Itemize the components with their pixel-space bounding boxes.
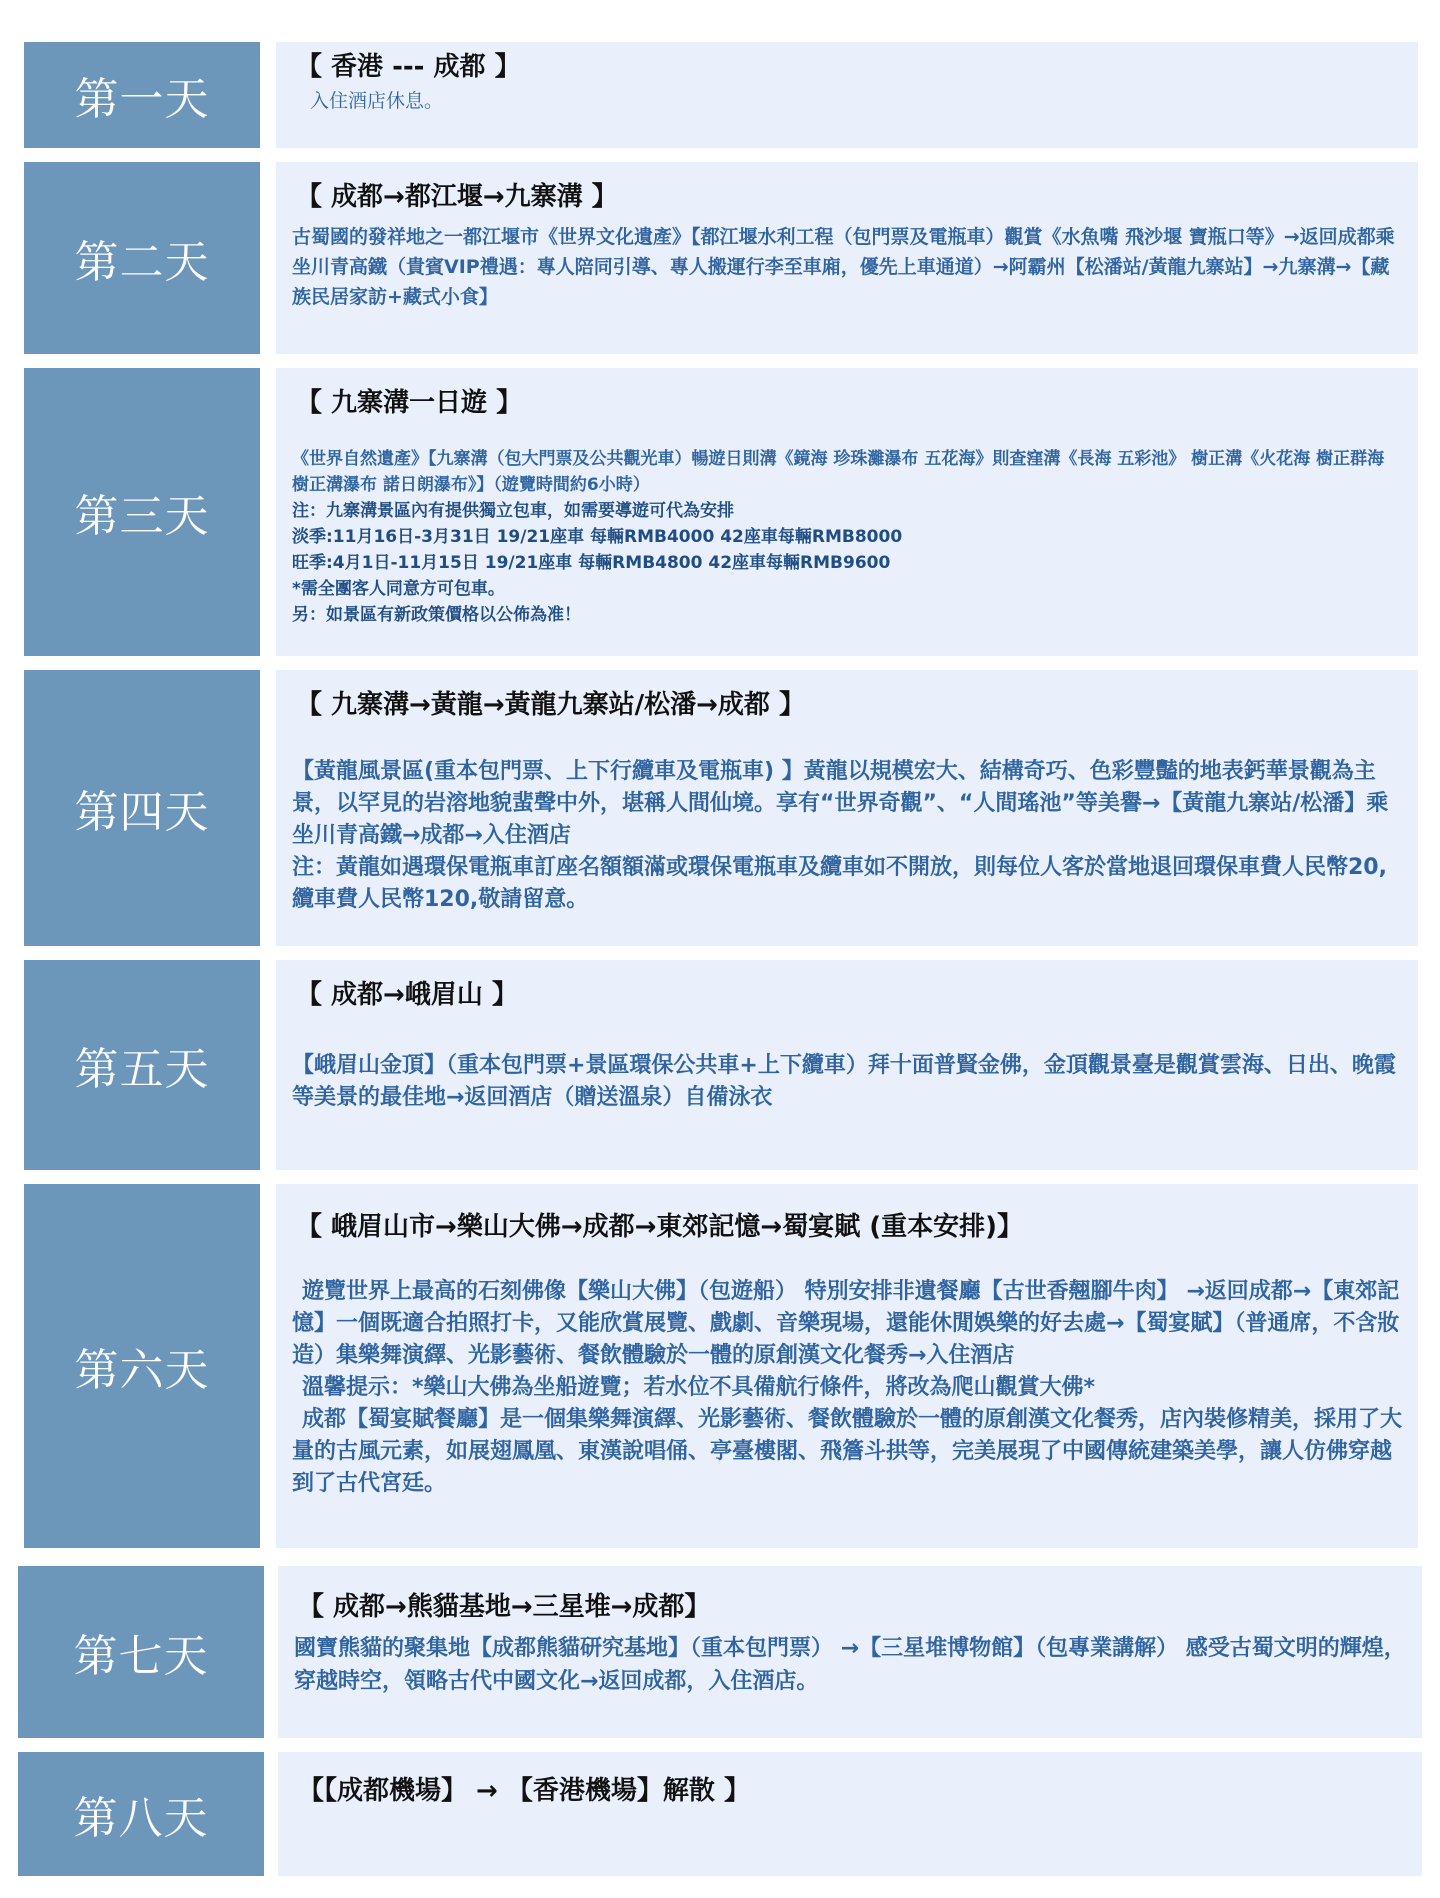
day-4-label: 第四天 [24,670,260,946]
day-6-description [292,1276,1404,1500]
day-7-title: 【 成都→熊貓基地→三星堆→成都】 [298,1592,711,1622]
day-3-line: 淡季:11月16日-3月31日 19/21座車 每輛RMB4000 42座車每輛RMB8000 [292,527,903,547]
day-1-line: 入住酒店休息。 [310,90,444,112]
day-3-line: *需全團客人同意方可包車。 [292,579,505,599]
day-1-content [276,42,1418,148]
day-5-description [292,1050,1404,1114]
day-3-content [276,368,1418,656]
day-6-line: 成都【蜀宴賦餐廳】是一個集樂舞演繹、光影藝術、餐飲體驗於一體的原創漢文化餐秀，店內裝修精美，採用了大量的古風元素，如展翅鳳凰、東漢說唱俑、亭臺樓閣、飛簷斗拱等，完美展現了中國傳統建築美學，讓人仿佛穿越到了古代宮廷。 [292,1407,1403,1496]
day-7-label: 第七天 [18,1566,264,1738]
day-2-title: 【 成都→都江堰→九寨溝 】 [296,182,618,212]
day-6-title: 【 峨眉山市→樂山大佛→成都→東郊記憶→蜀宴賦 (重本安排)】 [296,1212,1024,1242]
day-3-line: 另：如景區有新政策價格以公佈為准！ [292,605,581,625]
day-3-line: 旺季:4月1日-11月15日 19/21座車 每輛RMB4800 42座車每輛RMB9600 [292,553,891,573]
day-4-content [276,670,1418,946]
day-1-description [292,88,1404,115]
day-1-title: 【 香港 --- 成都 】 [296,52,521,82]
day-2-content [276,162,1418,354]
day-6-line: 遊覽世界上最高的石刻佛像【樂山大佛】（包遊船） 特別安排非遺餐廳【古世香翹腳牛肉】 →返回成都→【東郊記憶】一個既適合拍照打卡，又能欣賞展覽、戲劇、音樂現場，還能休閒娛樂的好去處→【蜀宴賦】（普通席，不含妝造）集樂舞演繹、光影藝術、餐飲體驗於一體的原創漢文化餐秀→入住酒店 [292,1279,1400,1368]
day-5-label: 第五天 [24,960,260,1170]
day-7-content [278,1566,1422,1738]
day-4-description [292,756,1404,916]
day-8-label: 第八天 [18,1752,264,1876]
day-7-description [294,1632,1408,1698]
day-4-title: 【 九寨溝→黃龍→黃龍九寨站/松潘→成都 】 [296,690,805,720]
day-1-label: 第一天 [24,42,260,148]
day-5-title: 【 成都→峨眉山 】 [296,980,518,1010]
day-3-title: 【 九寨溝一日遊 】 [296,388,523,418]
day-7-line: 國寶熊貓的聚集地【成都熊貓研究基地】（重本包門票） →【三星堆博物館】（包專業講解） 感受古蜀文明的輝煌，穿越時空，領略古代中國文化→返回成都，入住酒店。 [294,1636,1406,1694]
day-6-line: 溫馨提示：*樂山大佛為坐船遊覽；若水位不具備航行條件，將改為爬山觀賞大佛* [302,1375,1096,1400]
day-5-line: 【峨眉山金頂】（重本包門票+景區環保公共車+上下纜車）拜十面普賢金佛，金頂觀景臺是觀賞雲海、日出、晚霞等美景的最佳地→返回酒店（贈送溫泉）自備泳衣 [292,1053,1396,1110]
day-2-label: 第二天 [24,162,260,354]
day-3-line: 《世界自然遺產》【九寨溝（包大門票及公共觀光車）暢遊日則溝《鏡海 珍珠灘瀑布 五花海》則查窪溝《長海 五彩池》 樹正溝《火花海 樹正群海 樹正溝瀑布 諾日朗瀑布》】（遊覽時間約6小時） [292,449,1385,495]
day-8-title: 【【成都機場】 → 【香港機場】解散 】 [298,1776,750,1806]
day-3-label: 第三天 [24,368,260,656]
day-4-line: 【黃龍風景區(重本包門票、上下行纜車及電瓶車) 】黃龍以規模宏大、結構奇巧、色彩豐豔的地表鈣華景觀為主景，以罕見的岩溶地貌蜚聲中外，堪稱人間仙境。享有“世界奇觀”、“人間瑤池”等美譽→【黃龍九寨站/松潘】乘坐川青高鐵→成都→入住酒店 [292,759,1389,848]
day-6-content [276,1184,1418,1548]
day-2-line: 古蜀國的發祥地之一都江堰市《世界文化遺產》【都江堰水利工程（包門票及電瓶車）觀賞《水魚嘴 飛沙堰 寶瓶口等》→返回成都乘坐川青高鐵（貴賓VIP禮遇：專人陪同引導、專人搬運行李至車廂，優先上車通道）→阿霸州【松潘站/黃龍九寨站】→九寨溝→【藏族民居家訪+藏式小食】 [292,226,1395,308]
day-5-content [276,960,1418,1170]
day-3-line: 注：九寨溝景區內有提供獨立包車，如需要導遊可代為安排 [292,501,734,521]
day-4-line: 注：黃龍如遇環保電瓶車訂座名額額滿或環保電瓶車及纜車如不開放，則每位人客於當地退回環保車費人民幣20,纜車費人民幣120,敬請留意。 [292,855,1387,912]
day-6-label: 第六天 [24,1184,260,1548]
day-8-content [278,1752,1422,1876]
day-3-description [292,446,1404,628]
day-2-description [292,222,1404,312]
